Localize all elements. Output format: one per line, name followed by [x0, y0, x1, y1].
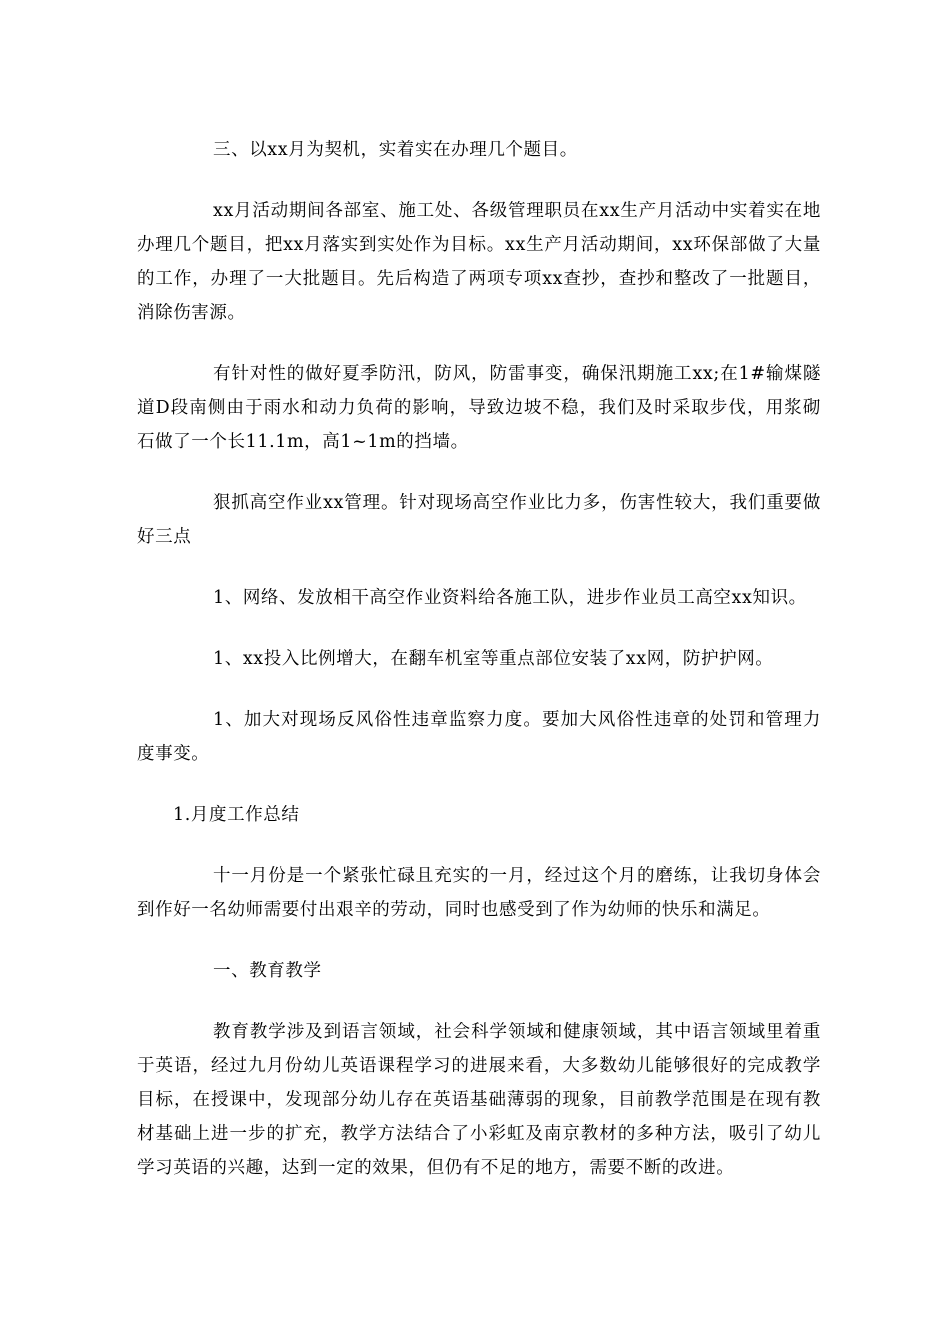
paragraph-november-intro: 十一月份是一个紧张忙碌且充实的一月，经过这个月的磨练，让我切身体会到作好一名幼师需要付出艰辛的劳动，同时也感受到了作为幼师的快乐和满足。: [137, 866, 821, 920]
paragraph-education-details: 教育教学涉及到语言领域，社会科学领域和健康领域，其中语言领域里着重于英语，经过九月份幼儿英语课程学习的进展来看，大多数幼儿能够很好的完成教学目标，在授课中，发现部分幼儿存在英语基础薄弱的现象，目前教学范围是在现有教材基础上进一步的扩充，教学方法结合了小彩虹及南京教材的多种方法，吸引了幼儿学习英语的兴趣，达到一定的效果，但仍有不足的地方，需要不断的改进。: [137, 1022, 821, 1178]
heading-education-teaching: 一、教育教学: [213, 961, 322, 981]
paragraph-point-investment: 1、xx投入比例增大，在翻车机室等重点部位安装了xx网，防护护网。: [213, 649, 774, 669]
paragraph-point-network: 1、网络、发放相干高空作业资料给各施工队，进步作业员工高空xx知识。: [213, 588, 807, 608]
paragraph-flood-prevention: 有针对性的做好夏季防汛，防风，防雷事变，确保汛期施工xx;在1#输煤隧道D段南侧由于雨水和动力负荷的影响，导致边坡不稳，我们及时采取步伐，用浆砌石做了一个长11.1m，高1~1m的挡墙。: [137, 364, 821, 452]
paragraph-section-three-title: 三、以xx月为契机，实着实在办理几个题目。: [213, 140, 578, 160]
document-body: [137, 133, 821, 1212]
paragraph-activity-month: xx月活动期间各部室、施工处、各级管理职员在xx生产月活动中实着实在地办理几个题目，把xx月落实到实处作为目标。xx生产月活动期间，xx环保部做了大量的工作，办理了一大批题目。先后构造了两项专项xx查抄，查抄和整改了一批题目，消除伤害源。: [137, 201, 821, 323]
paragraph-high-altitude-work: 狠抓高空作业xx管理。针对现场高空作业比力多，伤害性较大，我们重要做好三点: [137, 493, 821, 547]
paragraph-point-supervision: 1、加大对现场反风俗性违章监察力度。要加大风俗性违章的处罚和管理力度事变。: [137, 710, 821, 764]
heading-monthly-summary: 1.月度工作总结: [173, 805, 300, 825]
